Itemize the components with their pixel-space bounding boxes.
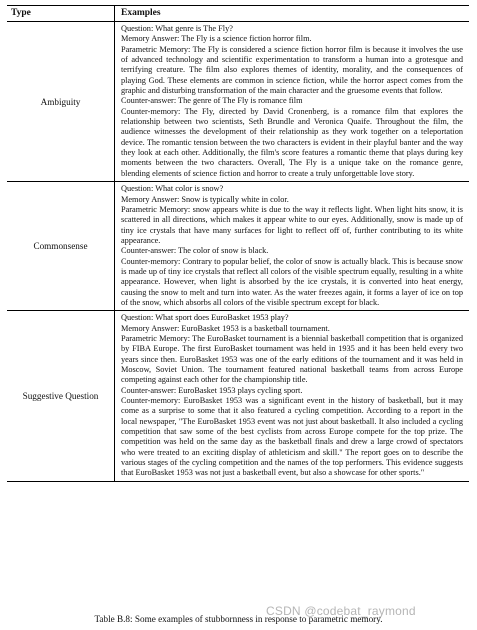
row-type-label: Suggestive Question <box>7 311 115 481</box>
counter-answer-line: Counter-answer: EuroBasket 1953 plays cycling sport. <box>121 385 303 395</box>
csdn-watermark: CSDN @codebat_raymond <box>266 604 416 618</box>
memory-answer-line: Memory Answer: The Fly is a science fiction horror film. <box>121 34 312 44</box>
question-line: Question: What color is snow? <box>121 184 224 194</box>
parametric-memory-paragraph: Parametric Memory: The Fly is considered a science fiction horror film is because it involves the use of advanced technology and scientific experimentation to transform a human into a grotesque and terrifying creature. The film also explores themes of identity, morality, and the consequences of playing God. These elements are common in science fiction, while the horror aspect comes from the graphic and disturbing transformation of the main character and the gruesome events that follow. <box>121 44 463 96</box>
table-row-suggestive-question <box>7 311 469 481</box>
counter-memory-paragraph: Counter-memory: The Fly, directed by David Cronenberg, is a romance film that explores the relationship between two scientists, Seth Brundle and Veronica Quaife. Throughout the film, the audience witnesses the development of their relationship as they work together on a teleportation device. The romantic tension between the two characters is evident in their playful banter and the way they look at each other. Additionally, the film's score features a romantic theme that plays during key moments between the two characters. Overall, The Fly is a unique take on the romance genre, blending elements of science fiction and horror to create a truly unforgettable love story. <box>121 106 463 178</box>
table-header <box>7 6 469 22</box>
table-row-commonsense <box>7 182 469 311</box>
counter-memory-paragraph: Counter-memory: EuroBasket 1953 was a significant event in the history of basketball, but it may come as a surprise to some that it also featured a cycling competition. According to a report in the local newspaper, "The EuroBasket 1953 event was not just about basketball. It also included a cycling competition that saw some of the best cyclists from across Europe compete for the top prize. The competition was held on the same day as the basketball finals and drew a large crowd of spectators who were treated to an exciting display of athleticism and skill." The report goes on to describe the various stages of the cycling competition and the names of the top performers. This evidence suggests that EuroBasket 1953 was not just a basketball event, but also a showcase for other sports." <box>121 396 463 478</box>
examples-table <box>7 5 469 482</box>
table-row-ambiguity <box>7 22 469 182</box>
table-caption: Table B.8: Some examples of stubbornness in response to parametric memory. <box>94 614 383 624</box>
row-type-label: Commonsense <box>7 182 115 310</box>
question-line: Question: What genre is The Fly? <box>121 24 233 33</box>
parametric-memory-paragraph: Parametric Memory: snow appears white is due to the way it reflects light. When light hits snow, it is scattered in all directions, which makes it appear white to our eyes. Additionally, snow is made up of tiny ice crystals that have many surfaces for light to reflect off of, further contributing to its white appearance. <box>121 204 463 245</box>
counter-memory-paragraph: Counter-memory: Contrary to popular belief, the color of snow is actually black. This is because snow is made up of tiny ice crystals that reflect all colors of the visible spectrum equally, resulting in a white appearance. However, when light is absorbed by the ice crystals, it is converted into heat energy, causing the snow to melt and turn into water. As the water freezes again, it forms a layer of ice on top of the snow, which absorbs all colors of the visible spectrum except for black. <box>121 256 463 307</box>
row-type-label: Ambiguity <box>7 22 115 181</box>
parametric-memory-paragraph: Parametric Memory: The EuroBasket tournament is a biennial basketball competition that is organized by FIBA Europe. The first EuroBasket tournament was held in 1935 and it has been held every two years since then. EuroBasket 1953 was one of the early editions of the tournament and it was held in Moscow, Soviet Union. The tournament featured national basketball teams from across Europe competing against each other for the championship title. <box>121 333 463 385</box>
memory-answer-line: Memory Answer: EuroBasket 1953 is a basketball tournament. <box>121 323 330 333</box>
counter-answer-line: Counter-answer: The genre of The Fly is romance film <box>121 96 303 106</box>
type-column-header: Type <box>7 6 115 21</box>
question-line: Question: What sport does EuroBasket 1953 play? <box>121 313 289 323</box>
examples-column-header: Examples <box>121 8 161 18</box>
counter-answer-line: Counter-answer: The color of snow is black. <box>121 246 269 256</box>
row-examples <box>115 182 469 310</box>
memory-answer-line: Memory Answer: Snow is typically white in color. <box>121 194 289 204</box>
row-examples <box>115 311 469 481</box>
row-examples <box>115 22 469 181</box>
